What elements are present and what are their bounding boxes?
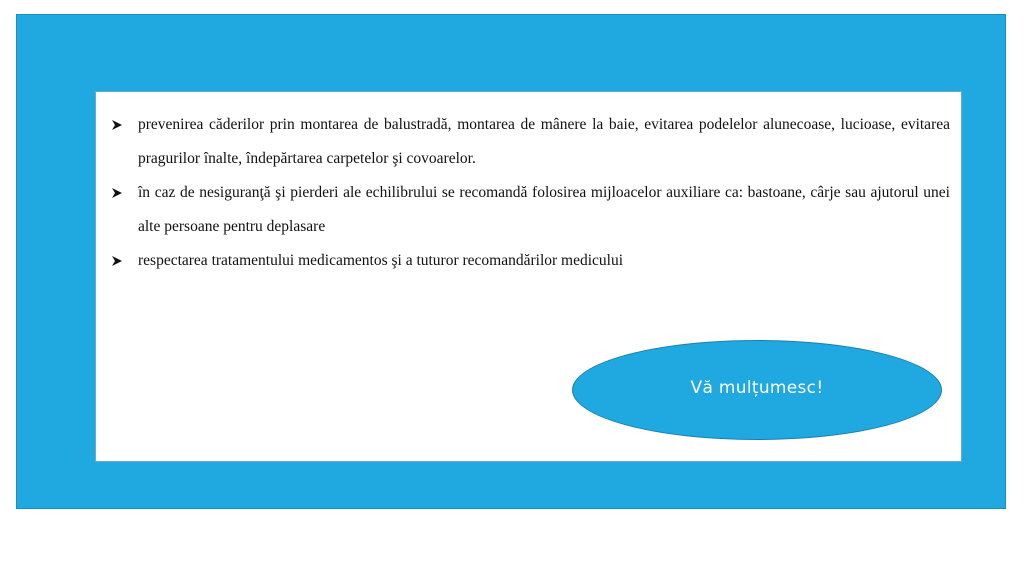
bullet-text: în caz de nesiguranţă şi pierderi ale echilibrului se recomandă folosirea mijloacelor auxiliare ca: bastoane, cârje sau ajutorul unei alte persoane pentru deplasare [138, 184, 950, 235]
bullet-text: respectarea tratamentului medicamentos şi a tuturor recomandărilor medicului [138, 252, 624, 269]
list-item [110, 108, 950, 176]
thanks-ellipse [572, 340, 942, 440]
arrowhead-bullet-icon [110, 244, 124, 278]
bullet-list [110, 108, 950, 278]
arrowhead-bullet-icon [110, 176, 124, 210]
list-item [110, 176, 950, 244]
arrowhead-bullet-icon [110, 108, 124, 142]
bullet-text: prevenirea căderilor prin montarea de balustradă, montarea de mânere la baie, evitarea podelelor alunecoase, lucioase, evitarea pragurilor înalte, îndepărtarea carpetelor şi covoarelor. [138, 116, 950, 167]
list-item [110, 244, 950, 278]
content-panel [95, 91, 962, 462]
thanks-label: Vă mulțumesc! [690, 378, 824, 398]
slide-frame [16, 14, 1006, 509]
